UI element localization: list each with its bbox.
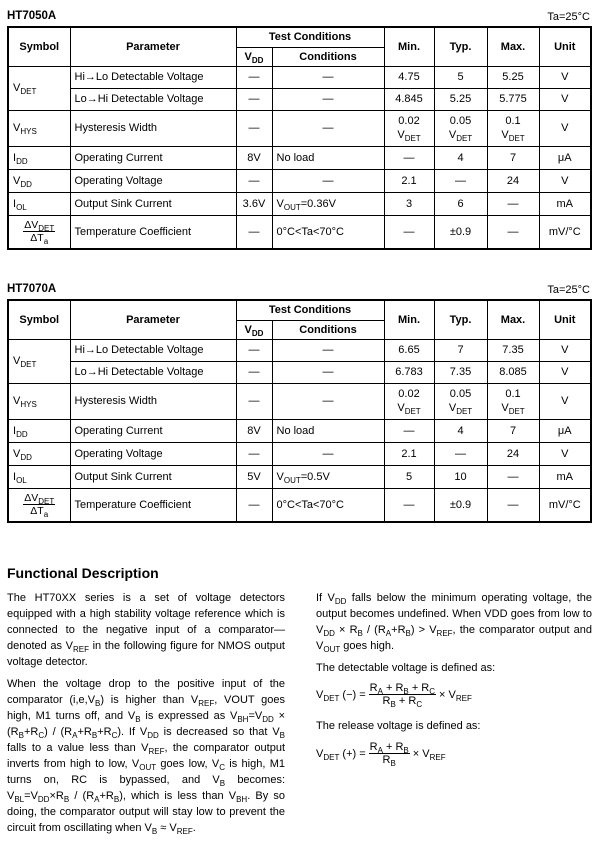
table-row <box>8 442 591 465</box>
param-cell: Hi→Lo Detectable Voltage <box>70 66 236 88</box>
vdd-cell: — <box>236 215 272 249</box>
unit-cell: mA <box>539 192 591 215</box>
spec-table <box>7 26 592 250</box>
table-section-ht7050a <box>7 8 590 250</box>
header-test-conditions: Test Conditions <box>236 300 384 320</box>
header-vdd: $V_{DD}$ <box>236 47 272 66</box>
cond-cell: 0°C<Ta<70°C <box>272 215 384 249</box>
table-row <box>8 339 591 361</box>
table-row <box>8 110 591 146</box>
typ-cell: 4 <box>434 146 487 169</box>
param-cell: Lo→Hi Detectable Voltage <box>70 361 236 383</box>
unit-cell: mV/°C <box>539 215 591 249</box>
typ-cell: 5 <box>434 66 487 88</box>
paragraph: When the voltage drop to the positive input of the comparator $(i,e,V_B)$ is higher than $V_{REF}$, VOUT goes high, M1 turns off, and $V_B$ is expressed as $V_{BH}=V_{DD} \times (R_B+R_C) / (R_A+R_B+R_C)$. If $V_{DD}$ is decreased so that $V_B$ falls to a value less than $V_{REF}$, the comparator output inverts from high to low, $V_{OUT}$ goes low, $V_C$ is high, M1 turns on, RC is bypassed, and $V_B$ becomes: $V_{BL}=V_{DD}\times R_B / (R_A+R_B)$, which is less than $V_{BH}$. By so doing, the comparator output will stay low to prevent the circuit from oscillating when $V_B \approx V_{REF}$. <box>7 678 286 836</box>
unit-cell: V <box>539 169 591 192</box>
header-symbol: Symbol <box>8 300 70 339</box>
table-section-ht7070a <box>7 281 590 523</box>
typ-cell: — <box>434 169 487 192</box>
min-cell: 4.845 <box>384 88 434 110</box>
max-cell: — <box>487 465 539 488</box>
param-cell: Temperature Coefficient <box>70 215 236 249</box>
min-cell: — <box>384 488 434 522</box>
param-cell: Lo→Hi Detectable Voltage <box>70 88 236 110</box>
cond-cell: $V_{OUT}=0.36V$ <box>272 192 384 215</box>
max-cell: 0.1 $V_{DET}$ <box>487 110 539 146</box>
header-unit: Unit <box>539 27 591 66</box>
cond-cell: — <box>272 110 384 146</box>
cond-cell: — <box>272 66 384 88</box>
vdd-cell: — <box>236 66 272 88</box>
table-row <box>8 88 591 110</box>
formula-detect-voltage: $V_{DET}$ (−) = $\frac{R_A + R_B + R_C}{R_B + R_C}$ × $V_{REF}$ <box>316 682 472 709</box>
section-title: Functional Description <box>7 565 159 581</box>
delta-fraction: $\frac{\Delta V_{DET}}{\Delta T_a}$ <box>24 219 55 247</box>
unit-cell: mV/°C <box>539 488 591 522</box>
unit-cell: μA <box>539 419 591 442</box>
model-title: HT7070A <box>7 283 57 295</box>
header-vdd: $V_{DD}$ <box>236 320 272 339</box>
unit-cell: μA <box>539 146 591 169</box>
symbol-cell: $V_{HYS}$ <box>8 383 70 419</box>
symbol-cell: $I_{OL}$ <box>8 465 70 488</box>
header-max: Max. <box>487 300 539 339</box>
unit-cell: V <box>539 339 591 361</box>
cond-cell: — <box>272 169 384 192</box>
symbol-cell: $I_{OL}$ <box>8 192 70 215</box>
table-row <box>8 419 591 442</box>
symbol-cell: $V_{DET}$ <box>8 66 70 110</box>
max-cell: 7 <box>487 419 539 442</box>
typ-cell: — <box>434 442 487 465</box>
model-title: HT7050A <box>7 10 57 22</box>
header-test-conditions: Test Conditions <box>236 27 384 47</box>
param-cell: Output Sink Current <box>70 192 236 215</box>
header-max: Max. <box>487 27 539 66</box>
unit-cell: mA <box>539 465 591 488</box>
param-cell: Temperature Coefficient <box>70 488 236 522</box>
delta-fraction: $\frac{\Delta V_{DET}}{\Delta T_a}$ <box>24 492 55 520</box>
symbol-cell: $I_{DD}$ <box>8 419 70 442</box>
typ-cell: 7 <box>434 339 487 361</box>
unit-cell: V <box>539 66 591 88</box>
cond-cell: — <box>272 88 384 110</box>
formula-fraction: $\frac{R_A + R_B + R_C}{R_B + R_C}$ <box>369 682 436 709</box>
right-column-2 <box>316 718 592 740</box>
table-row <box>8 361 591 383</box>
cond-cell: 0°C<Ta<70°C <box>272 488 384 522</box>
table-row <box>8 169 591 192</box>
max-cell: — <box>487 488 539 522</box>
spec-table <box>7 299 592 523</box>
max-cell: 5.25 <box>487 66 539 88</box>
symbol-cell: $V_{DD}$ <box>8 169 70 192</box>
vdd-cell: 5V <box>236 465 272 488</box>
cond-cell: — <box>272 383 384 419</box>
temperature-note: Ta=25°C <box>547 11 590 23</box>
min-cell: 0.02 $V_{DET}$ <box>384 383 434 419</box>
vdd-cell: — <box>236 383 272 419</box>
max-cell: 0.1 $V_{DET}$ <box>487 383 539 419</box>
param-cell: Operating Voltage <box>70 169 236 192</box>
table-row <box>8 383 591 419</box>
symbol-cell: $V_{DD}$ <box>8 442 70 465</box>
temperature-note: Ta=25°C <box>547 284 590 296</box>
min-cell: — <box>384 146 434 169</box>
min-cell: 4.75 <box>384 66 434 88</box>
typ-cell: 6 <box>434 192 487 215</box>
table-row <box>8 215 591 249</box>
header-parameter: Parameter <box>70 300 236 339</box>
vdd-cell: — <box>236 110 272 146</box>
min-cell: 6.783 <box>384 361 434 383</box>
min-cell: 0.02 $V_{DET}$ <box>384 110 434 146</box>
cond-cell: — <box>272 442 384 465</box>
vdd-cell: — <box>236 88 272 110</box>
typ-cell: 7.35 <box>434 361 487 383</box>
cond-cell: No load <box>272 146 384 169</box>
cond-cell: — <box>272 361 384 383</box>
header-typ: Typ. <box>434 27 487 66</box>
unit-cell: V <box>539 88 591 110</box>
symbol-cell: $V_{HYS}$ <box>8 110 70 146</box>
header-typ: Typ. <box>434 300 487 339</box>
typ-cell: 5.25 <box>434 88 487 110</box>
param-cell: Output Sink Current <box>70 465 236 488</box>
table-row <box>8 192 591 215</box>
paragraph: The release voltage is defined as: <box>316 720 481 732</box>
max-cell: 7 <box>487 146 539 169</box>
param-cell: Operating Voltage <box>70 442 236 465</box>
right-column <box>316 590 592 682</box>
paragraph: The HT70XX series is a set of voltage detectors equipped with a high stability voltage reference which is connected to the negative input of a comparator— denoted as $V_{REF}$ in the following figure for NMOS output voltage detector. <box>7 592 285 668</box>
param-cell: Hi→Lo Detectable Voltage <box>70 339 236 361</box>
min-cell: — <box>384 419 434 442</box>
paragraph: If $V_{DD}$ falls below the minimum operating voltage, the output becomes undefined. When VDD goes from low to $V_{DD} \times R_B / (R_A+R_B) > V_{REF}$, the comparator output and $V_{OUT}$ goes high. <box>316 592 592 654</box>
max-cell: 24 <box>487 442 539 465</box>
header-conditions: Conditions <box>272 47 384 66</box>
unit-cell: V <box>539 110 591 146</box>
min-cell: — <box>384 215 434 249</box>
vdd-cell: — <box>236 442 272 465</box>
typ-cell: ±0.9 <box>434 215 487 249</box>
header-symbol: Symbol <box>8 27 70 66</box>
unit-cell: V <box>539 442 591 465</box>
symbol-cell: $V_{DET}$ <box>8 339 70 383</box>
left-column <box>7 590 285 842</box>
symbol-cell <box>8 215 70 249</box>
header-min: Min. <box>384 27 434 66</box>
symbol-cell: $I_{DD}$ <box>8 146 70 169</box>
unit-cell: V <box>539 383 591 419</box>
param-cell: Operating Current <box>70 146 236 169</box>
vdd-cell: — <box>236 488 272 522</box>
min-cell: 2.1 <box>384 169 434 192</box>
param-cell: Hysteresis Width <box>70 383 236 419</box>
max-cell: 7.35 <box>487 339 539 361</box>
max-cell: 5.775 <box>487 88 539 110</box>
vdd-cell: — <box>236 169 272 192</box>
formula-release-voltage: $V_{DET}$ (+) = $\frac{R_A + R_B}{R_B}$ × $V_{REF}$ <box>316 741 446 768</box>
max-cell: 24 <box>487 169 539 192</box>
min-cell: 5 <box>384 465 434 488</box>
header-parameter: Parameter <box>70 27 236 66</box>
header-unit: Unit <box>539 300 591 339</box>
formula-fraction: $\frac{R_A + R_B}{R_B}$ <box>369 741 409 768</box>
vdd-cell: — <box>236 361 272 383</box>
param-cell: Operating Current <box>70 419 236 442</box>
cond-cell: — <box>272 339 384 361</box>
symbol-cell <box>8 488 70 522</box>
param-cell: Hysteresis Width <box>70 110 236 146</box>
cond-cell: No load <box>272 419 384 442</box>
section-header <box>7 281 590 299</box>
typ-cell: ±0.9 <box>434 488 487 522</box>
min-cell: 6.65 <box>384 339 434 361</box>
unit-cell: V <box>539 361 591 383</box>
vdd-cell: — <box>236 339 272 361</box>
max-cell: — <box>487 192 539 215</box>
typ-cell: 4 <box>434 419 487 442</box>
min-cell: 2.1 <box>384 442 434 465</box>
cond-cell: $V_{OUT}=0.5V$ <box>272 465 384 488</box>
vdd-cell: 3.6V <box>236 192 272 215</box>
max-cell: 8.085 <box>487 361 539 383</box>
table-row <box>8 488 591 522</box>
typ-cell: 0.05 $V_{DET}$ <box>434 383 487 419</box>
table-row <box>8 66 591 88</box>
vdd-cell: 8V <box>236 419 272 442</box>
typ-cell: 0.05 $V_{DET}$ <box>434 110 487 146</box>
typ-cell: 10 <box>434 465 487 488</box>
max-cell: — <box>487 215 539 249</box>
table-row <box>8 465 591 488</box>
vdd-cell: 8V <box>236 146 272 169</box>
table-row <box>8 146 591 169</box>
header-min: Min. <box>384 300 434 339</box>
section-header <box>7 8 590 26</box>
paragraph: The detectable voltage is defined as: <box>316 662 496 674</box>
min-cell: 3 <box>384 192 434 215</box>
header-conditions: Conditions <box>272 320 384 339</box>
